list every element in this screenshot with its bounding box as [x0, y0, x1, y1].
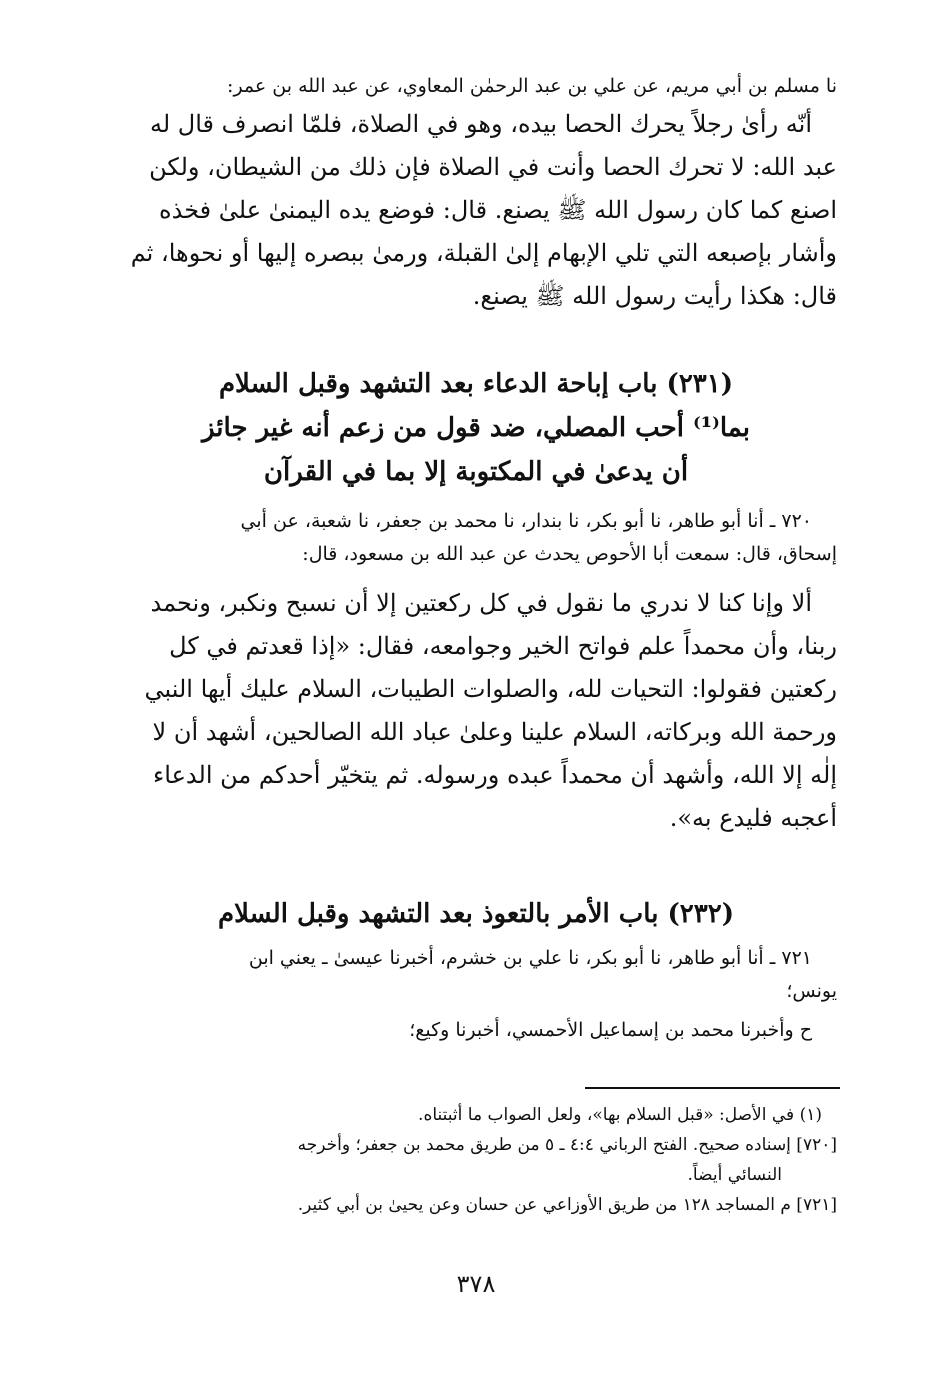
- page-number: ٣٧٨: [456, 1270, 496, 1298]
- hadith-721-isnad: [115, 942, 837, 1052]
- footnote-line: [٧٢١] م المساجد ١٢٨ من طريق الأوزاعي عن حسان وعن يحيىٰ بن أبي كثير.: [297, 1195, 837, 1215]
- matn-line: ركعتين فقولوا: التحيات لله، والصلوات الطيبات، السلام عليك أيها النبي: [144, 675, 837, 703]
- intro-line: قال: هكذا رأيت رسول الله ﷺ يصنع.: [472, 282, 837, 310]
- chapter-heading-line: (٢٣١) باب إباحة الدعاء بعد التشهد وقبل السلام: [218, 369, 734, 399]
- footnotes: [115, 1100, 837, 1220]
- isnad-line: إسحاق، قال: سمعت أبا الأحوص يحدث عن عبد الله بن مسعود، قال:: [302, 543, 837, 565]
- intro-line: عبد الله: لا تحرك الحصا وأنت في الصلاة فإن ذلك من الشيطان، ولكن: [149, 153, 837, 181]
- isnad-line: يونس؛: [786, 980, 837, 1002]
- intro-line: وأشار بإصبعه التي تلي الإبهام إلىٰ القبلة، ورمىٰ ببصره إليها أو نحوها، ثم: [130, 239, 837, 267]
- matn-line: ربنا، وأن محمداً علم فواتح الخير وجوامعه، فقال: «إذا قعدتم في كل: [169, 632, 837, 660]
- footnote-line: [٧٢٠] إسناده صحيح. الفتح الرباني ٤:٤ ـ ٥ من طريق محمد بن جعفر؛ وأخرجه: [297, 1135, 837, 1155]
- intro-isnad-line: نا مسلم بن أبي مريم، عن علي بن عبد الرحمٰن المعاوي، عن عبد الله بن عمر:: [227, 75, 837, 97]
- hadith-720-isnad: [115, 505, 837, 571]
- hadith-720-matn: [115, 582, 837, 840]
- chapter-231-heading: [115, 362, 837, 494]
- footnote-line: النسائي أيضاً.: [687, 1165, 782, 1185]
- isnad-line: ح وأخبرنا محمد بن إسماعيل الأحمسي، أخبرنا وكيع؛: [409, 1019, 812, 1041]
- isnad-line: ٧٢١ ـ أنا أبو طاهر، نا أبو بكر، نا علي بن خشرم، أخبرنا عيسىٰ ـ يعني ابن: [248, 947, 812, 969]
- chapter-232-heading: [115, 892, 837, 936]
- footnote-line: (١) في الأصل: «قبل السلام بها»، ولعل الصواب ما أثبتناه.: [418, 1105, 822, 1125]
- matn-line: أعجبه فليدع به».: [669, 804, 837, 832]
- intro-text: [115, 70, 837, 318]
- matn-line: إلٰه إلا الله، وأشهد أن محمداً عبده ورسوله. ثم يتخيّر أحدكم من الدعاء: [153, 761, 837, 789]
- isnad-line: ٧٢٠ ـ أنا أبو طاهر، نا أبو بكر، نا بندار، نا محمد بن جعفر، نا شعبة، عن أبي: [240, 510, 812, 532]
- matn-line: ألا وإنا كنا لا ندري ما نقول في كل ركعتين إلا أن نسبح ونكبر، ونحمد: [150, 589, 812, 617]
- intro-line: أنّه رأىٰ رجلاً يحرك الحصا بيده، وهو في الصلاة، فلمّا انصرف قال له: [149, 110, 812, 138]
- intro-line: اصنع كما كان رسول الله ﷺ يصنع. قال: فوضع يده اليمنىٰ علىٰ فخذه: [159, 196, 837, 224]
- chapter-heading-line: أن يدعىٰ في المكتوبة إلا بما في القرآن: [263, 457, 689, 487]
- matn-line: ورحمة الله وبركاته، السلام علينا وعلىٰ عباد الله الصالحين، أشهد أن لا: [152, 718, 837, 746]
- footnote-separator: [585, 1087, 840, 1089]
- chapter-heading-line: (٢٣٢) باب الأمر بالتعوذ بعد التشهد وقبل السلام: [217, 899, 735, 929]
- chapter-heading-line: بما⁽¹⁾ أحب المصلي، ضد قول من زعم أنه غير جائز: [201, 413, 751, 443]
